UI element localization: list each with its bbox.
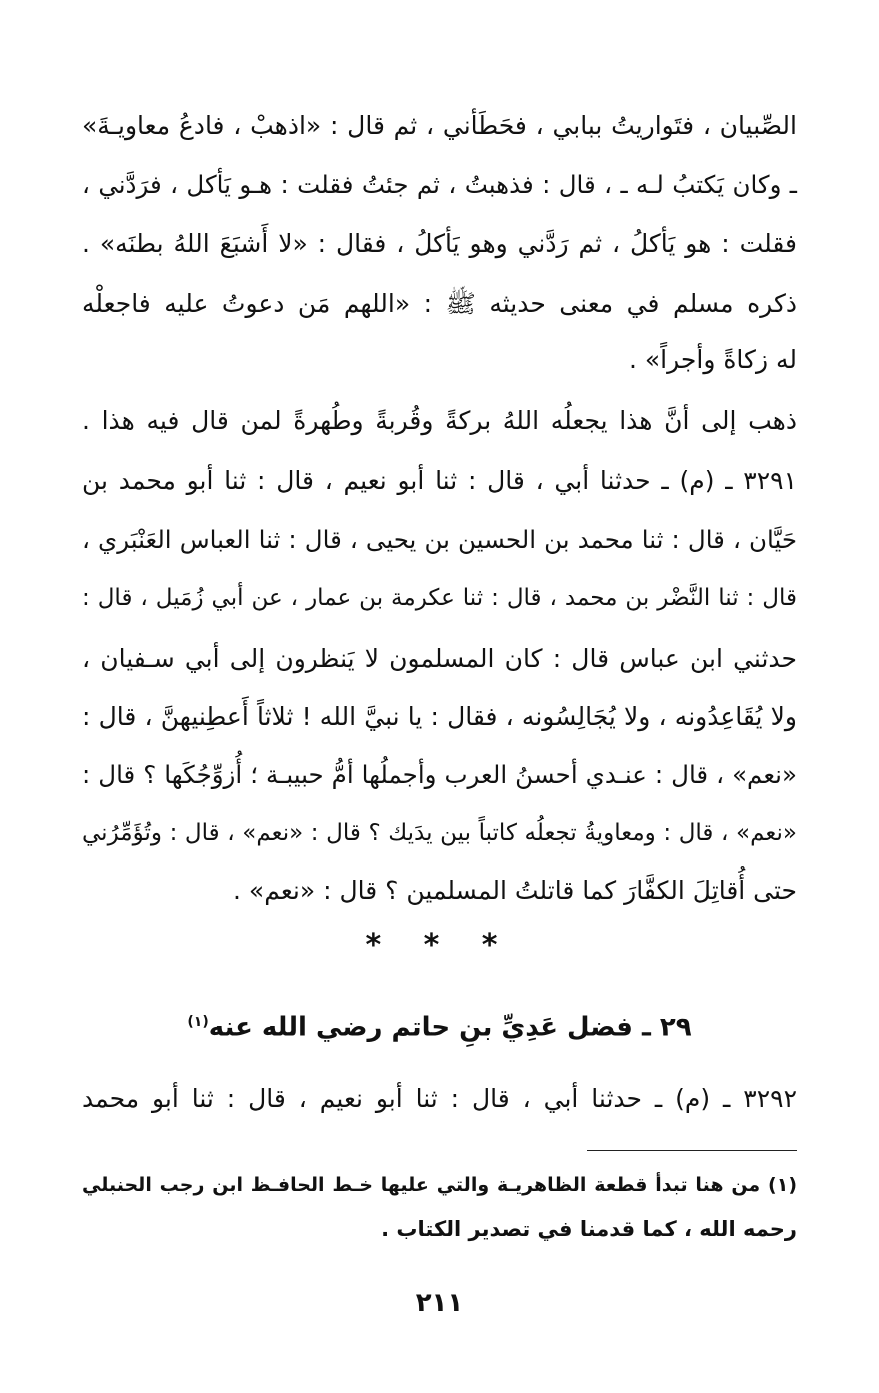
section-heading-text: ٢٩ ـ فضل عَدِيِّ بنِ حاتم رضي الله عنه: [208, 1012, 692, 1043]
footnote-marker: (١): [187, 1014, 209, 1030]
hadith-3291-line-6: «نعم» ، قال : عنـدي أحسنُ العرب وأجملُها أمُّ حبيبـة ؛ أُزوِّجُكَها ؟ قال :: [82, 760, 797, 789]
hadith-3291-line-2: حَيَّان ، قال : ثنا محمد بن الحسين بن يحيى ، قال : ثنا العباس العَنْبَري ،: [82, 525, 797, 554]
hadith-3291-line-5: ولا يُقَاعِدُونه ، ولا يُجَالِسُونه ، فقال : يا نبيَّ الله ! ثلاثاً أَعطِنيهنَّ ، قال :: [82, 702, 797, 731]
text-line-4: ذكره مسلم في معنى حديثه ﷺ : «اللهم مَن دعوتُ عليه فاجعلْه: [82, 289, 797, 318]
hadith-3292-line-1: ٣٢٩٢ ـ (م) ـ حدثنا أبي ، قال : ثنا أبو نعيم ، قال : ثنا أبو محمد: [82, 1084, 797, 1113]
hadith-3291-line-1: ٣٢٩١ ـ (م) ـ حدثنا أبي ، قال : ثنا أبو نعيم ، قال : ثنا أبو محمد بن: [82, 466, 797, 495]
hadith-3291-line-7: «نعم» ، قال : ومعاويةُ تجعلُه كاتباً بين يدَيك ؟ قال : «نعم» ، قال : وتُؤَمِّرُني: [82, 820, 797, 846]
footnote-divider: [587, 1150, 797, 1151]
text-line-5: له زكاةً وأجراً» .: [628, 345, 797, 374]
footnote-line-2: رحمه الله ، كما قدمنا في تصدير الكتاب .: [381, 1217, 797, 1241]
hadith-3291-line-4: حدثني ابن عباس قال : كان المسلمون لا يَنظرون إلى أبي سـفيان ،: [82, 644, 797, 673]
hadith-3291-line-3: قال : ثنا النَّضْر بن محمد ، قال : ثنا عكرمة بن عمار ، عن أبي زُمَيل ، قال :: [82, 585, 797, 611]
text-line-3: فقلت : هو يَأكلُ ، ثم رَدَّني وهو يَأكلُ ، فقال : «لا أَشبَعَ اللهُ بطنَه» .: [82, 229, 797, 258]
text-line-2: ـ وكان يَكتبُ لـه ـ ، قال : فذهبتُ ، ثم جئتُ فقلت : هـو يَأكل ، فرَدَّني ،: [82, 170, 797, 199]
section-heading: [0, 1002, 879, 1048]
text-line-1: الصِّبيان ، فتَواريتُ ببابي ، فحَطَأني ، ثم قال : «اذهبْ ، فادعُ معاويـةَ»: [82, 111, 797, 140]
section-separator: * * *: [365, 928, 514, 963]
text-line-6: ذهب إلى أنَّ هذا يجعلُه اللهُ بركةً وقُربةً وطُهرةً لمن قال فيه هذا .: [82, 406, 797, 435]
hadith-3291-line-8: حتى أُقاتِلَ الكفَّارَ كما قاتلتُ المسلمين ؟ قال : «نعم» .: [233, 876, 797, 905]
page-number: ٢١١: [415, 1288, 464, 1318]
footnote-line-1: (١) من هنا تبدأ قطعة الظاهريـة والتي عليها خـط الحافـظ ابن رجب الحنبلي: [82, 1174, 797, 1196]
